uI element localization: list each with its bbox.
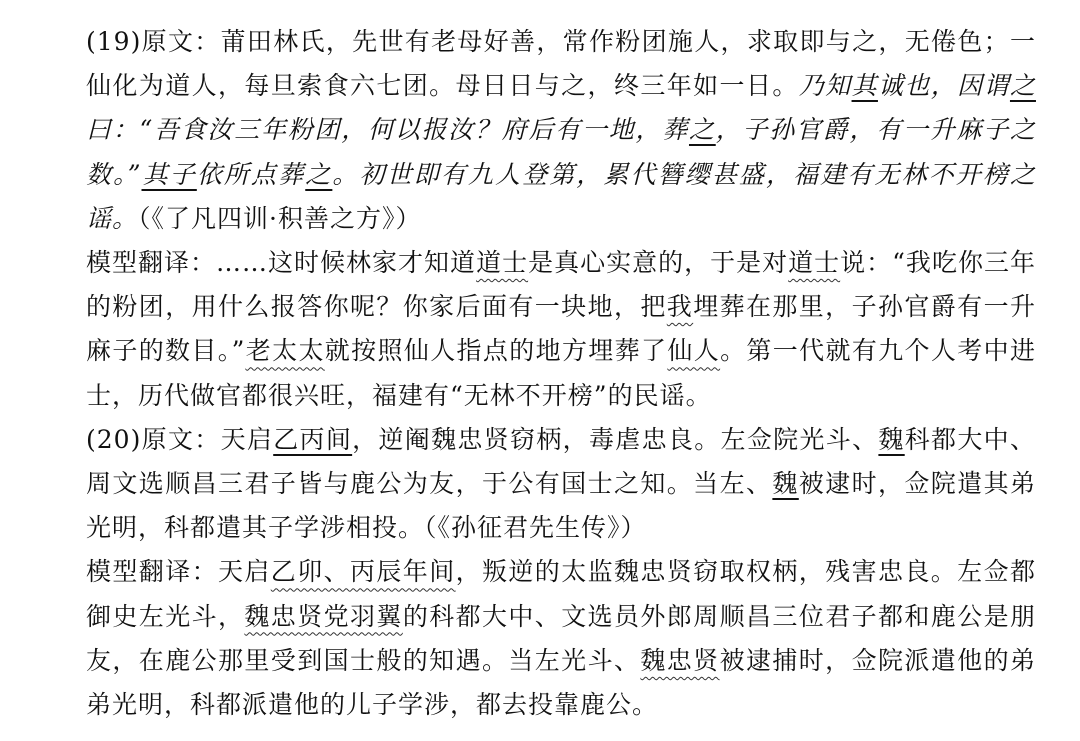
underlined-phrase: 其子 [141,159,197,189]
text-segment: (20)原文：天启 [86,424,274,454]
text-segment-italic: 乃知 [798,71,852,101]
text-segment: ，叛逆的太监魏忠贤窃取权柄，残害忠良。左佥都御史左光斗， [86,557,1036,631]
source-citation: （《了凡四训·积善之方》） [138,203,422,233]
wavy-underlined-term: 仙人 [667,336,721,366]
underlined-pronoun: 之 [305,159,333,189]
text-segment-italic: 依所点葬 [196,159,306,189]
text-segment: (19)原文：莆田林氏，先世有老母好善，常作粉团施人，求取即与之，无倦色；一仙化为道人，每旦索食六七团。母日日与之，终三年如一日。 [86,27,1036,101]
underlined-term: 魏 [772,469,799,499]
text-segment: 是真心实意的，于是对 [528,248,789,278]
text-segment: ，逆阉魏忠贤窃柄，毒虐忠良。左佥院光斗、 [352,424,879,454]
paragraph-19-original [38,20,1036,241]
text-segment-italic: 曰：“吾食汝三年粉团，何以报汝？府后有一地，葬 [86,115,689,145]
wavy-underlined-term: 魏忠贤 [640,645,720,675]
text-segment: 的科都大中、文选员外郎周顺昌三位君子都和鹿公是朋友，在鹿公那里受到国士般的知遇。当左光斗、 [86,601,1036,675]
text-segment-italic: 。初世即有九人登第，累代簪缨甚盛，福建有无林不开榜之谣。 [86,159,1036,233]
text-segment: 埋葬在那里，子孙官爵有一升麻子的数目。” [86,292,1036,366]
paragraph-20-translation [38,550,1036,727]
underlined-term: 乙丙间 [273,424,353,454]
wavy-underlined-term: 道士 [788,248,841,278]
wavy-underlined-term: 老太太 [245,336,325,366]
text-segment-italic: ，子孙官爵，有一升麻子之数。” [86,115,1036,189]
text-segment: 科都大中、周文选顺昌三君子皆与鹿公为友，于公有国士之知。当左、 [86,424,1036,499]
text-segment: 模型翻译：天启 [86,557,271,587]
paragraph-20-original [38,418,1036,551]
text-segment: 被逮时，佥院遣其弟光明，科都遣其子学涉相投。（《孙征君先生传》） [86,469,1036,543]
paragraph-19-translation [38,241,1036,418]
text-segment: 模型翻译：……这时候林家才知道 [86,248,477,278]
text-segment: 被逮捕时，佥院派遣他的弟弟光明，科都派遣他的儿子学涉，都去投靠鹿公。 [86,645,1036,720]
wavy-underlined-term: 道士 [476,248,529,278]
underlined-pronoun: 其 [851,71,878,101]
wavy-underlined-term: 乙卯、丙辰年间 [270,557,456,587]
text-segment: 。第一代就有九个人考中进士，历代做官都很兴旺，福建有“无林不开榜”的民谣。 [86,336,1036,410]
text-segment: 就按照仙人指点的地方埋葬了 [324,336,668,366]
text-segment: 说：“我吃你三年的粉团，用什么报答你呢？你家后面有一块地，把 [86,248,1036,322]
text-segment-italic: 诚也，因谓 [877,71,1010,101]
underlined-pronoun: 之 [688,115,716,145]
underlined-pronoun: 之 [1009,71,1036,101]
wavy-underlined-term: 我 [666,292,694,322]
underlined-term: 魏 [878,424,905,454]
wavy-underlined-term: 魏忠贤党羽翼 [244,601,403,631]
